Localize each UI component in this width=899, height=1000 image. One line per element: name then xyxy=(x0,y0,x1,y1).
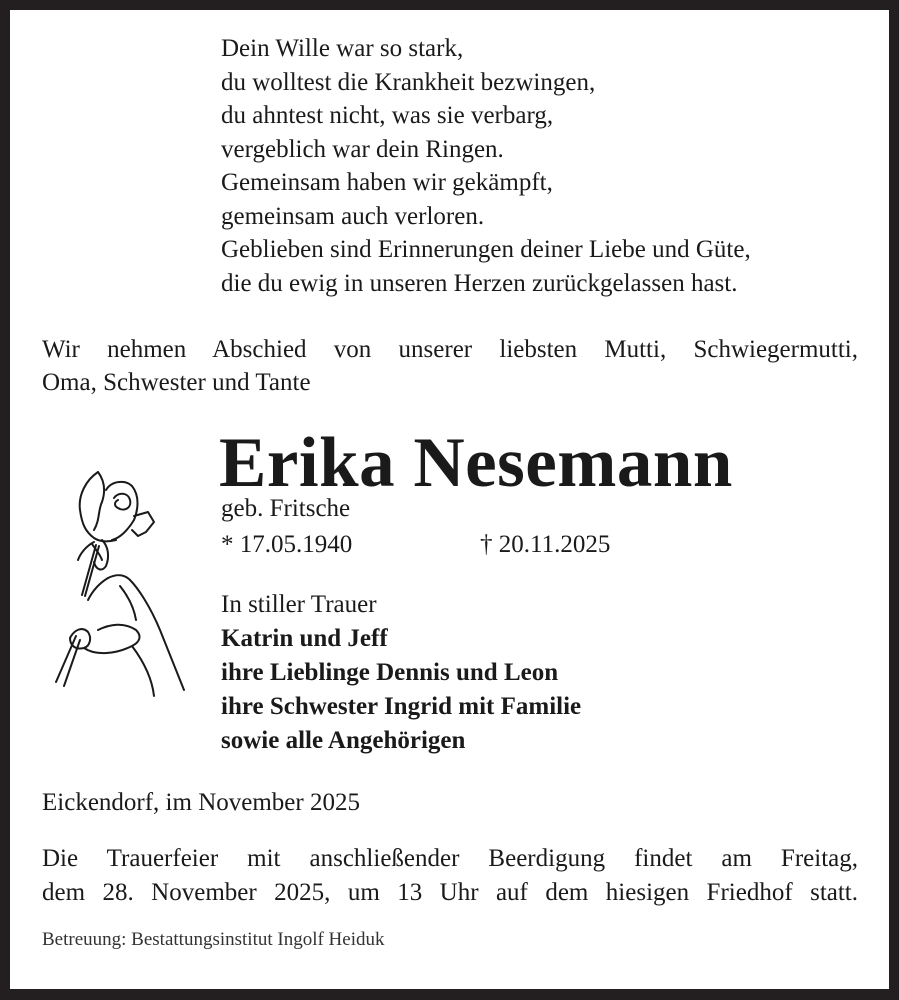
rose-in-hand-illustration xyxy=(36,450,206,700)
birth-date: * 17.05.1940 xyxy=(221,531,353,558)
mourner-line: ihre Schwester Ingrid mit Familie xyxy=(221,693,582,720)
deceased-name: Erika Nesemann xyxy=(219,424,733,502)
mourner-line: sowie alle Angehörigen xyxy=(221,727,466,754)
poem-line: Gemeinsam haben wir gekämpft, xyxy=(221,169,553,196)
funeral-line-1: Die Trauerfeier mit anschließender Beerdigung findet am Freitag, xyxy=(42,845,858,872)
poem-line: Geblieben sind Erinnerungen deiner Liebe und Güte, xyxy=(221,236,751,263)
poem-line: vergeblich war dein Ringen. xyxy=(221,135,504,163)
poem xyxy=(221,32,751,300)
mourner-line: ihre Lieblinge Dennis und Leon xyxy=(221,659,559,686)
undertaker: Betreuung: Bestattungsinstitut Ingolf Heiduk xyxy=(42,929,385,950)
poem-line: die du ewig in unseren Herzen zurückgelassen hast. xyxy=(221,269,738,297)
mourners-heading: In stiller Trauer xyxy=(221,591,377,618)
poem-line: gemeinsam auch verloren. xyxy=(221,202,485,230)
intro-line-1: Wir nehmen Abschied von unserer liebsten Mutti, Schwiegermutti, xyxy=(42,336,858,363)
poem-line: du wolltest die Krankheit bezwingen, xyxy=(221,68,596,96)
poem-line: du ahntest nicht, was sie verbarg, xyxy=(221,102,554,129)
funeral-line-2: dem 28. November 2025, um 13 Uhr auf dem hiesigen Friedhof statt. xyxy=(42,879,858,906)
birth-name: geb. Fritsche xyxy=(221,495,351,522)
mourner-line: Katrin und Jeff xyxy=(221,625,388,652)
obituary-notice xyxy=(10,10,889,989)
place-date: Eickendorf, im November 2025 xyxy=(42,789,360,816)
poem-line: Dein Wille war so stark, xyxy=(221,35,464,62)
funeral-info xyxy=(42,842,858,910)
intro-text xyxy=(42,333,858,399)
intro-line-2: Oma, Schwester und Tante xyxy=(42,369,311,396)
death-date: † 20.11.2025 xyxy=(480,531,611,558)
